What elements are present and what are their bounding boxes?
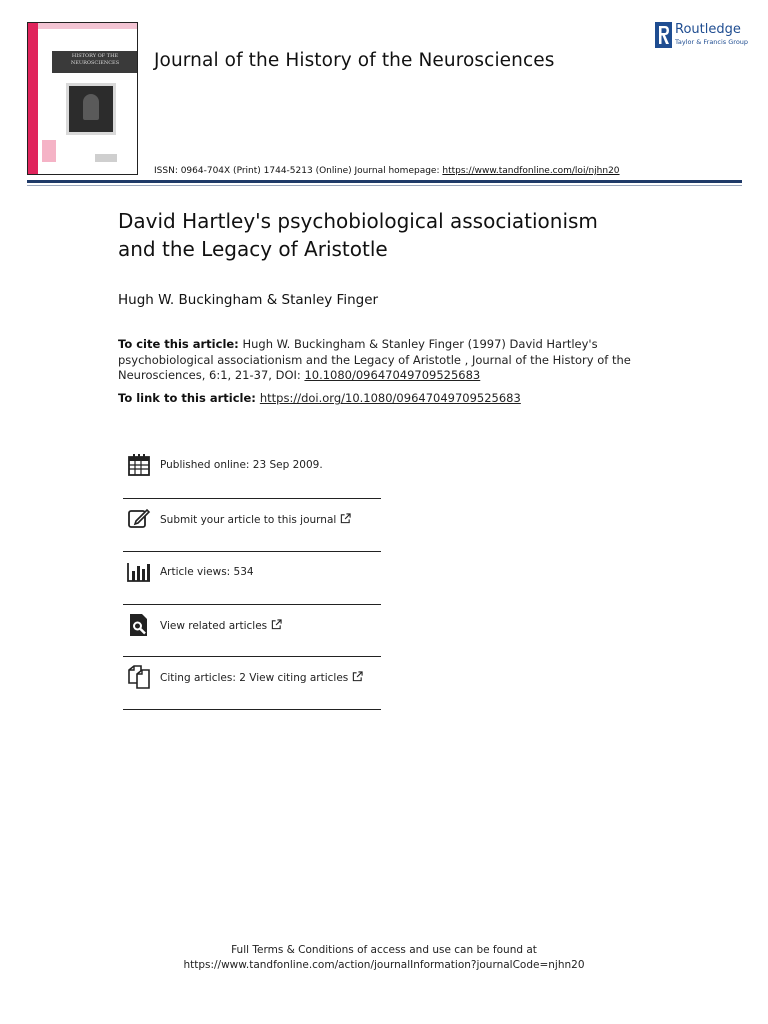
cover-stripe (28, 23, 38, 174)
article-link-block (118, 391, 521, 405)
issn-text: ISSN: 0964-704X (Print) 1744-5213 (Online) Journal homepage: (154, 166, 443, 176)
related-search-icon (127, 613, 151, 637)
edit-icon (127, 507, 151, 531)
link-label: To link to this article: (118, 391, 256, 405)
routledge-r-icon (655, 22, 672, 48)
journal-homepage-link[interactable]: https://www.tandfonline.com/loi/njhn20 (442, 166, 620, 176)
bar-chart-icon (127, 560, 151, 584)
calendar-icon (127, 453, 151, 477)
views-row (123, 560, 381, 610)
divider (123, 551, 381, 552)
cover-topbar (38, 23, 137, 29)
footer (0, 943, 768, 972)
divider (123, 604, 381, 605)
cite-text: Hugh W. Buckingham & Stanley Finger (1997) David Hartley's psychobiological associationism and the Legacy of Aristotle , Journal of the History of the Neurosciences, 6:1, 21-37, DOI: (118, 337, 631, 382)
divider (123, 709, 381, 710)
cite-label: To cite this article: (118, 337, 239, 351)
citing-documents-icon (127, 665, 151, 689)
divider (123, 498, 381, 499)
header-rule (27, 180, 742, 183)
published-row (123, 453, 381, 503)
article-authors: Hugh W. Buckingham & Stanley Finger (118, 292, 379, 308)
publisher-subtitle: Taylor & Francis Group (675, 38, 749, 46)
external-link-icon (340, 513, 351, 524)
view-related-articles-link[interactable] (160, 619, 282, 632)
header-rule-thin (27, 185, 742, 186)
article-title (118, 207, 678, 263)
article-doi-url-link[interactable]: https://doi.org/10.1080/09647049709525683 (259, 391, 521, 405)
article-title-line-2: and the Legacy of Aristotle (118, 237, 388, 261)
cover-publisher-logo (95, 154, 117, 162)
related-label: View related articles (160, 620, 268, 632)
publisher-name: Routledge (675, 22, 741, 37)
doi-link[interactable]: 10.1080/09647049709525683 (304, 368, 481, 382)
divider (123, 656, 381, 657)
citing-articles-link[interactable] (160, 671, 363, 684)
journal-title: Journal of the History of the Neurosciences (154, 50, 555, 71)
submit-label: Submit your article to this journal (160, 514, 337, 526)
citing-row[interactable] (123, 665, 381, 715)
journal-cover-image (27, 22, 138, 175)
citing-label: Citing articles: 2 View citing articles (160, 672, 349, 684)
submit-article-link[interactable] (160, 513, 351, 526)
issn-line (154, 166, 620, 176)
cover-portrait (66, 83, 116, 135)
external-link-icon (271, 619, 282, 630)
cover-label (42, 140, 56, 162)
submit-row[interactable] (123, 507, 381, 557)
footer-line-1: Full Terms & Conditions of access and use can be found at (231, 944, 537, 956)
article-views: Article views: 534 (160, 566, 254, 578)
footer-terms-link[interactable]: https://www.tandfonline.com/action/journalInformation?journalCode=njhn20 (183, 958, 585, 971)
external-link-icon (352, 671, 363, 682)
citation-block (118, 337, 638, 384)
published-date: Published online: 23 Sep 2009. (160, 459, 323, 471)
cover-title: HISTORY OF THE NEUROSCIENCES (52, 51, 138, 73)
article-title-line-1: David Hartley's psychobiological associationism (118, 209, 598, 233)
publisher-logo (655, 22, 750, 52)
